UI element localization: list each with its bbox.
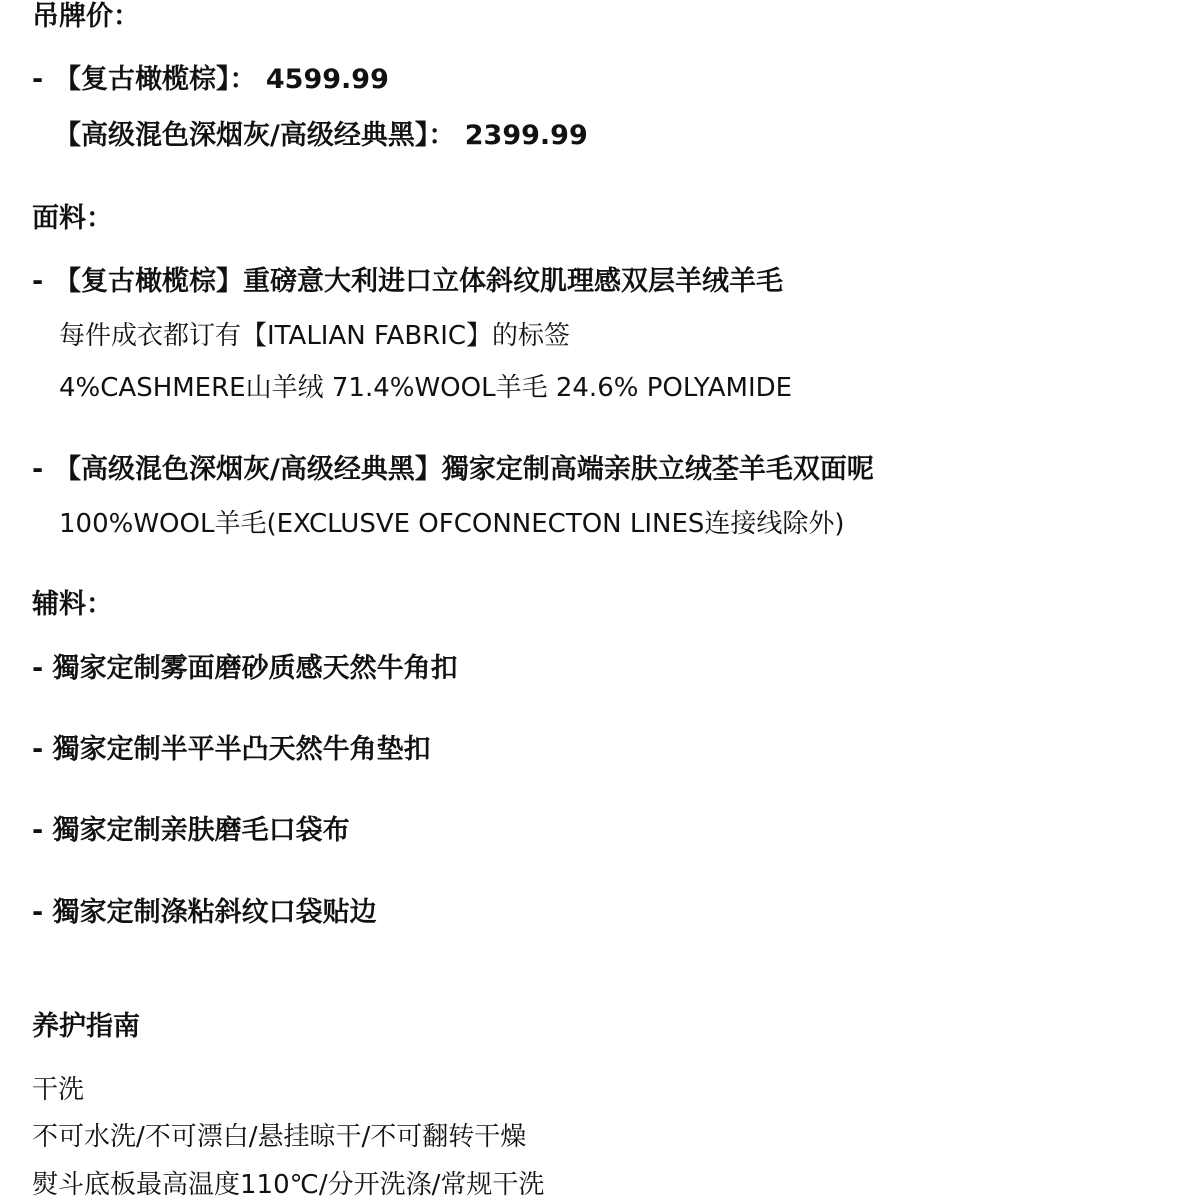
fabric-title-text: 【高级混色深烟灰/高级经典黑】獨家定制高端亲肤立绒荃羊毛双面呢	[54, 454, 874, 485]
fabric-item-olive-label-note: 每件成衣都订有【ITALIAN FABRIC】的标签	[59, 321, 571, 351]
list-dash: -	[32, 454, 44, 485]
price-item-text: 【复古橄榄棕】： 4599.99	[54, 64, 389, 95]
list-dash: -	[32, 266, 44, 297]
fabric-item-grey-black-title	[32, 456, 874, 483]
fabric-title-text: 【复古橄榄棕】重磅意大利进口立体斜纹肌理感双层羊绒羊毛	[54, 266, 783, 297]
price-item-olive	[32, 66, 389, 93]
fabric-heading: 面料：	[32, 203, 113, 234]
accessory-item-pocket-facing: - 獨家定制涤粘斜纹口袋贴边	[32, 897, 377, 928]
fabric-item-grey-black-composition: 100%WOOL羊毛(EXCLUSVE OFCONNECTON LINES连接线除外)	[59, 509, 845, 539]
price-item-text: 【高级混色深烟灰/高级经典黑】： 2399.99	[54, 120, 588, 151]
accessory-item-horn-pad-button: - 獨家定制半平半凸天然牛角垫扣	[32, 734, 431, 765]
list-dash: -	[32, 64, 44, 95]
care-line-ironing: 熨斗底板最高温度110℃/分开洗涤/常规干洗	[32, 1170, 545, 1200]
fabric-item-olive-title	[32, 268, 783, 295]
price-item-grey-black	[32, 122, 588, 149]
care-heading: 养护指南	[32, 1011, 140, 1042]
fabric-item-olive-composition: 4%CASHMERE山羊绒 71.4%WOOL羊毛 24.6% POLYAMIDE	[59, 373, 793, 403]
care-line-wash-restrictions: 不可水洗/不可漂白/悬挂晾干/不可翻转干燥	[32, 1122, 527, 1152]
accessory-item-horn-button: - 獨家定制雾面磨砂质感天然牛角扣	[32, 653, 458, 684]
care-line-dry-clean: 干洗	[32, 1075, 85, 1105]
accessory-item-pocket-lining: - 獨家定制亲肤磨毛口袋布	[32, 815, 350, 846]
price-heading: 吊牌价：	[32, 1, 140, 32]
accessories-heading: 辅料：	[32, 589, 113, 620]
